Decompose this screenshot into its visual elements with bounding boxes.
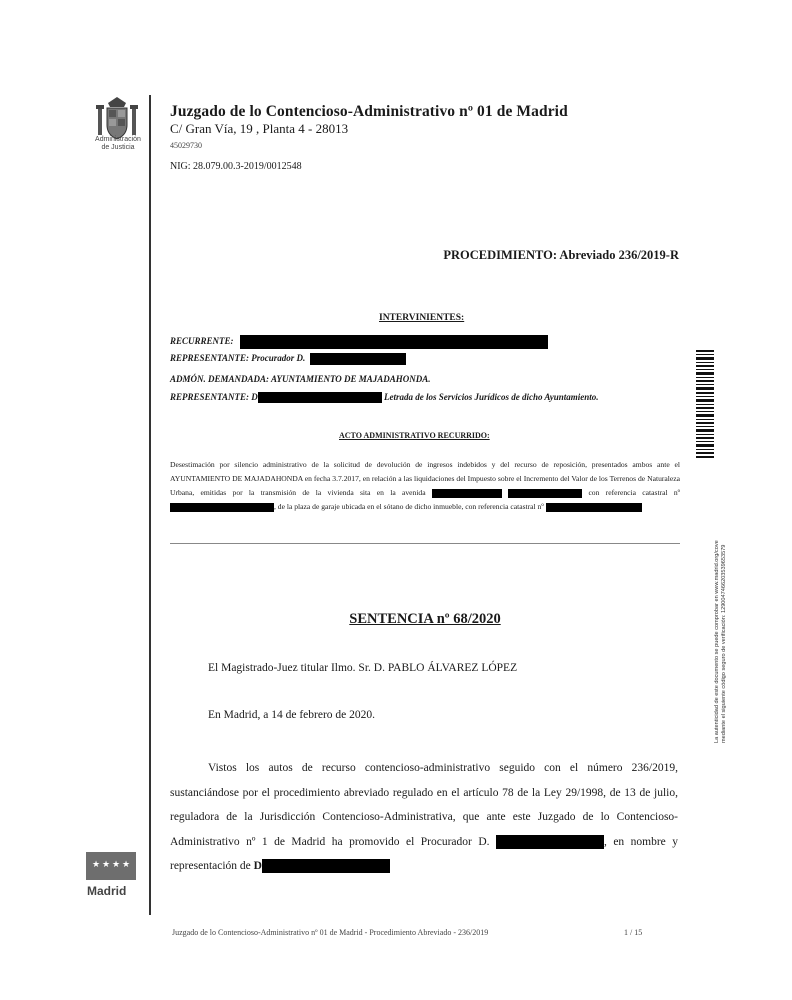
representante2-prefix: D [251,392,258,402]
redaction-block [496,835,604,849]
madrid-flag-icon: ★ ★ ★ ★ [86,852,136,880]
seal-caption-line1: Administración [95,136,141,143]
redaction-block [262,859,390,873]
court-name: Juzgado de lo Contencioso-Administrativo nº 01 de Madrid [170,103,568,120]
representante-label: REPRESENTANTE: [170,353,250,364]
section-divider [170,543,680,544]
madrid-logo-text: Madrid [87,884,127,898]
margin-rule [149,95,151,915]
representante-line [170,353,406,365]
redaction-block [508,489,582,498]
barcode-icon [696,350,714,458]
verification-line2: mediante el siguiente código seguro de verificación: 1290047466203539653579 [721,544,727,743]
sentencia-title: SENTENCIA nº 68/2020 [349,611,501,627]
vistos-paragraph [170,756,678,879]
redaction-block [546,503,642,512]
representante2-label: REPRESENTANTE: [170,392,250,402]
demandada-line [170,374,431,384]
verification-text [700,463,727,743]
seal-caption-line2: de Justicia [101,144,135,151]
redaction-block [310,353,406,365]
redaction-block [240,335,548,349]
vistos-mid: , en nombre y representación de [170,835,678,872]
footer-text: Juzgado de lo Contencioso-Administrativo nº 01 de Madrid - Procedimiento Abreviado - 236/2019 [172,928,489,937]
redaction-block [432,489,502,498]
court-address: C/ Gran Vía, 19 , Planta 4 - 28013 [170,121,349,136]
acto-part3: , de la plaza de garaje ubicada en el sótano de dicho inmueble, con referencia catastral nº [274,502,544,511]
interveners-title: INTERVINIENTES: [379,313,465,323]
date-line: En Madrid, a 14 de febrero de 2020. [208,709,376,721]
redaction-block [170,503,274,512]
vistos-text: Vistos los autos de recurso contencioso-administrativo seguido con el número 236/2019, sustanciándose por el procedimiento abreviado regulado en el artículo 78 de la Ley 29/1998, de 13 de julio, reguladora de la Jurisdicción Contencioso-Administrativa, que ante este Juzgado de lo Contencioso-Administrativo nº 1 de Madrid ha promovido el Procurador D. [170,762,678,848]
court-code: 45029730 [170,141,202,150]
acto-part2: con referencia catastral nº [588,488,681,497]
magistrado-line: El Magistrado-Juez titular Ilmo. Sr. D. PABLO ÁLVAREZ LÓPEZ [208,662,518,674]
demandada-label: ADMÓN. DEMANDADA: [170,374,270,384]
recurrente-label: RECURRENTE: [170,336,234,347]
representante2-suffix: Letrada de los Servicios Jurídicos de dicho Ayuntamiento. [384,392,599,402]
seal-caption [82,136,154,152]
nig-number: NIG: 28.079.00.3-2019/0012548 [170,161,302,172]
acto-part1: Desestimación por silencio administrativo de la solicitud de devolución de ingresos indebidos y del recurso de reposición, presentados ambos ante el AYUNTAMIENTO DE MAJADAHONDA en fecha 3.7.2017, en relación a las liquidaciones del Impuesto sobre el Incremento del Valor de los Terrenos de Naturaleza Urbana, emitidas por la transmisión de la vivienda sita en la avenida [170,460,680,497]
vistos-d: D [253,860,262,872]
redaction-block [258,392,382,403]
page-number: 1 / 15 [624,928,643,937]
verification-line1: La autenticidad de este documento se puede comprobar en www.madrid.org/cove [714,540,720,743]
procedure-number: PROCEDIMIENTO: Abreviado 236/2019-R [443,248,679,262]
representante-value: Procurador D. [251,353,306,364]
acto-title: ACTO ADMINISTRATIVO RECURRIDO: [339,431,490,440]
acto-body [170,458,680,514]
demandada-value: AYUNTAMIENTO DE MAJADAHONDA. [270,374,431,384]
representante2-line [170,392,599,403]
recurrente-line [170,335,548,349]
